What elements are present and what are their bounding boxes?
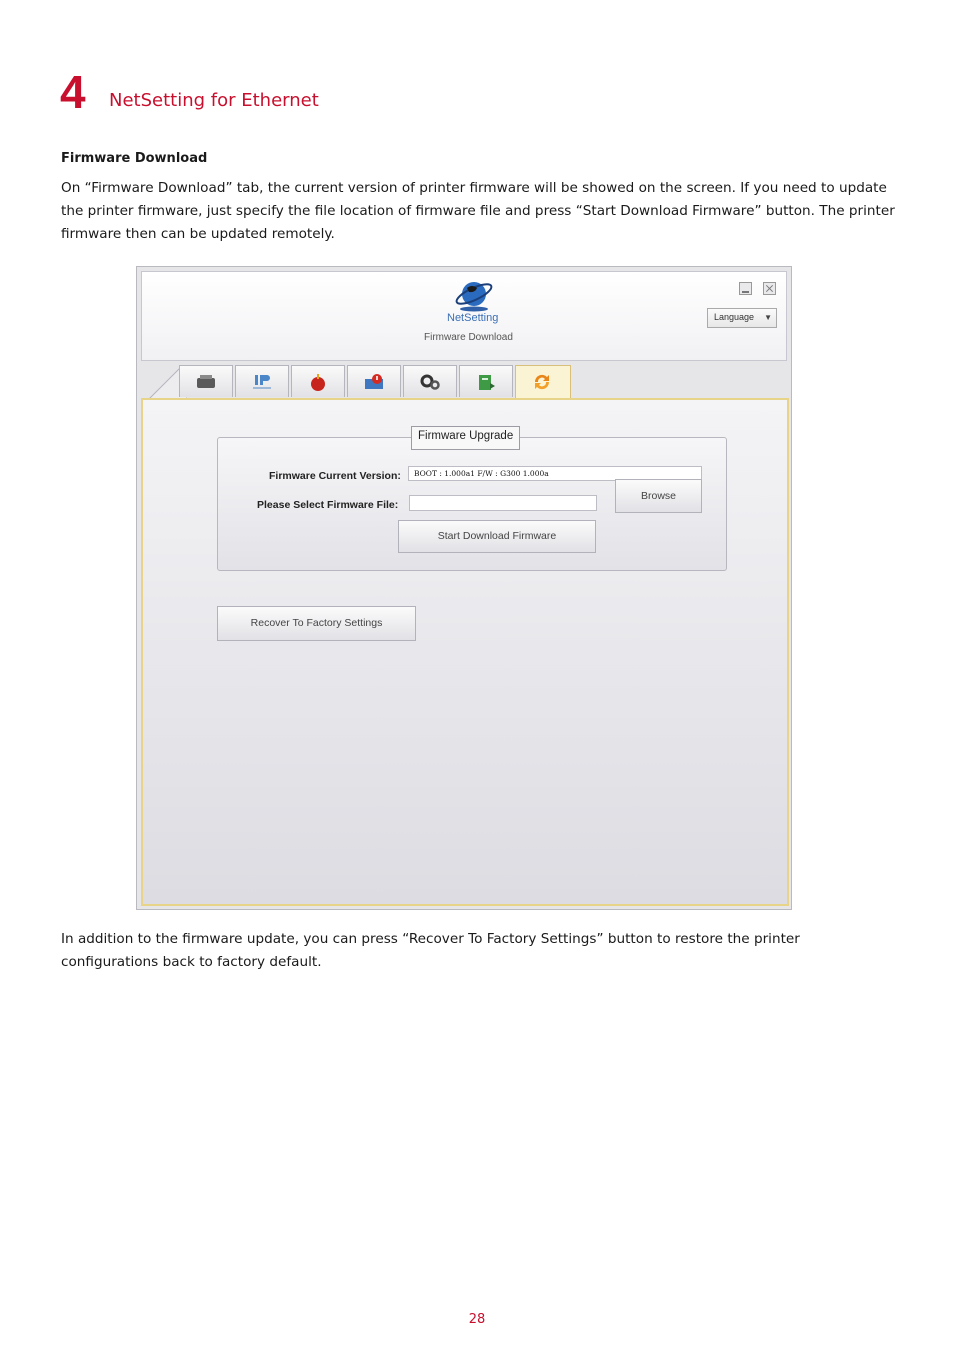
tab-alert[interactable] [291, 365, 345, 397]
tab-content-area [141, 398, 789, 906]
intro-paragraph: On “Firmware Download” tab, the current version of printer firmware will be showed on the screen. If you need to update the printer firmware, just specify the file location of firmware file and press “Start Download Firmware” button. The printer firmware then can be updated remotely. [61, 180, 895, 242]
tab-config-file[interactable] [459, 365, 513, 397]
globe-logo-icon [454, 278, 494, 312]
firmware-file-input[interactable] [409, 495, 597, 511]
chapter-title: NetSetting for Ethernet [109, 90, 319, 111]
firmware-version-label: Firmware Current Version: [269, 470, 401, 482]
closing-paragraph: In addition to the firmware update, you can press “Recover To Factory Settings” button to restore the printer configurations back to factory default. [61, 931, 800, 970]
language-label: Language [714, 312, 755, 322]
refresh-icon [531, 373, 553, 391]
tab-settings[interactable] [403, 365, 457, 397]
netsetting-window-screenshot [136, 266, 792, 910]
start-download-firmware-button[interactable]: Start Download Firmware [398, 520, 596, 553]
minimize-button[interactable] [739, 282, 752, 295]
firmware-upgrade-title: Firmware Upgrade [411, 426, 520, 450]
tab-printer[interactable] [179, 365, 233, 397]
language-select[interactable] [707, 308, 777, 328]
config-file-icon [475, 373, 497, 391]
browse-button[interactable]: Browse [615, 479, 702, 513]
chapter-number: 4 [60, 66, 86, 118]
tab-ip-network[interactable] [235, 365, 289, 397]
tab-strip [141, 365, 789, 399]
alert-bell-icon [307, 373, 329, 391]
window-header [141, 271, 787, 361]
logo-text: NetSetting [447, 312, 499, 324]
section-heading: Firmware Download [61, 151, 208, 166]
tab-firmware-download[interactable] [515, 365, 571, 399]
tab-email-alert[interactable] [347, 365, 401, 397]
printer-icon [195, 373, 217, 391]
ip-network-icon [251, 373, 273, 391]
gears-icon [419, 373, 441, 391]
chevron-down-icon: ▼ [764, 313, 772, 322]
email-alert-icon [363, 373, 385, 391]
firmware-version-field: BOOT : 1.000a1 F/W : G300 1.000a [408, 466, 702, 481]
header-subtitle: Firmware Download [424, 332, 513, 343]
close-button[interactable] [763, 282, 776, 295]
recover-factory-settings-button[interactable]: Recover To Factory Settings [217, 606, 416, 641]
firmware-file-label: Please Select Firmware File: [257, 499, 399, 511]
page-number: 28 [468, 1312, 486, 1327]
